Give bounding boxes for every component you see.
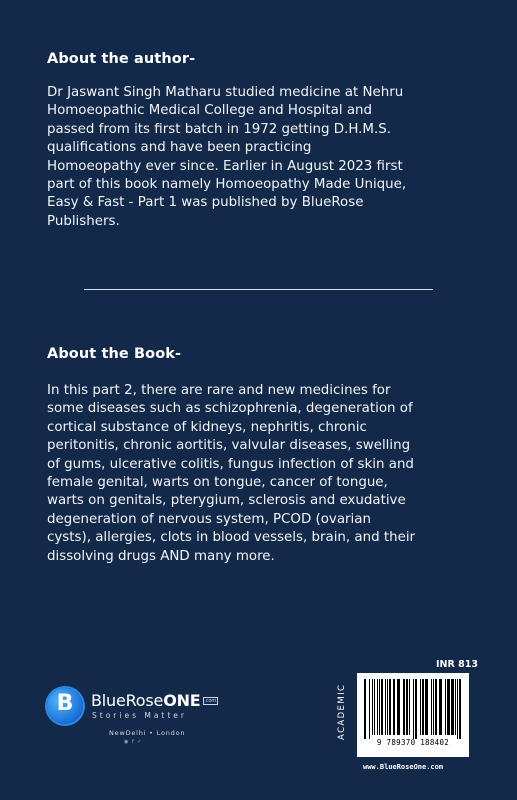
book-description-line: In this part 2, there are rare and new medicines for [47,383,391,398]
barcode-bar [389,679,391,735]
book-description-line: dissolving drugs AND many more. [47,548,275,564]
barcode-bar [425,679,428,735]
barcode-bar [387,679,388,735]
book-description-line: peritonitis, chronic aortitis, valvular diseases, swelling [47,438,411,454]
publisher-brand-suffix: ONE [163,691,201,710]
barcode-bar [372,679,373,735]
author-bio-line: qualifications and have been practicing [47,140,312,156]
author-bio-line: Publishers. [47,213,120,229]
category-label: ACADEMIC [337,683,347,740]
barcode-bar [433,679,434,735]
barcode-bar [406,679,408,735]
book-description-line: of gums, ulcerative colitis, fungus infection of skin and [47,456,414,472]
barcode-bar [403,679,405,735]
publisher-logo-letter: B [56,691,74,716]
author-bio-line: part of this book namely Homoeopathy Made Unique, [47,177,407,193]
section-divider [84,289,433,290]
barcode-bar [435,679,437,735]
barcode-bar [374,679,375,735]
barcode-bar [420,679,421,735]
publisher-tagline: Stories Matter [92,711,188,720]
author-bio-line: Dr Jaswant Singh Matharu studied medicine at Nehru [47,85,404,100]
book-description-line: female genital, warts on tongue, cancer of tongue, [47,475,388,491]
barcode-bar [409,679,410,735]
barcode-bar [393,679,395,735]
author-bio-line: passed from its first batch in 1972 getting D.H.M.S. [47,121,391,137]
barcode-bar [459,679,461,739]
author-bio-line: Easy & Fast - Part 1 was published by BlueRose [47,195,364,211]
author-heading: About the author- [47,51,196,67]
publisher-brand-tag: .com [204,698,216,704]
barcode-bar [439,679,442,735]
barcode-bar [457,679,458,739]
barcode-bar [369,679,370,739]
author-bio-line: Homoeopathy ever since. Earlier in August 2023 first [47,158,403,174]
publisher-cities: NewDelhi • London [109,729,186,737]
barcode-bar [381,679,383,735]
book-description-line: degeneration of nervous system, PCOD (ovarian [47,511,371,527]
barcode-bar [455,679,456,735]
barcode-bar [377,679,378,735]
publisher-logo [47,688,247,748]
author-bio-line: Homoeopathic Medical College and Hospital and [47,103,373,119]
book-description-line: cysts), allergies, clots in blood vessels, brain, and their [47,530,416,546]
book-heading: About the Book- [47,346,182,362]
barcode-bar [385,679,386,735]
barcode-bar [447,679,450,735]
barcode-bar [422,679,424,735]
publisher-website: www.BlueRoseOne.com [363,763,444,771]
isbn-barcode [357,673,469,757]
social-media-icons: ◉ f ✓ [124,739,143,745]
book-description [47,382,469,566]
barcode-bar [415,679,417,739]
book-description-line: cortical substance of kidneys, nephritis, chronic [47,419,367,435]
barcode-bar [413,679,414,739]
book-description-line: some diseases such as schizophrenia, degeneration of [47,401,413,417]
book-description-line: warts on genitals, pterygium, sclerosis and exudative [47,493,406,509]
barcode-bar [364,679,366,739]
barcode-bars [364,679,462,739]
price-label: INR 813 [436,659,478,670]
barcode-bar [451,679,454,735]
publisher-brand-prefix: BlueRose [91,691,164,710]
isbn-number: 9 789370 188402 [376,738,450,747]
barcode-bar [445,679,446,735]
barcode-bar [397,679,400,735]
publisher-brand-name [91,691,218,710]
barcode-bar [379,679,380,735]
author-bio [47,84,469,231]
barcode-bar [431,679,432,735]
